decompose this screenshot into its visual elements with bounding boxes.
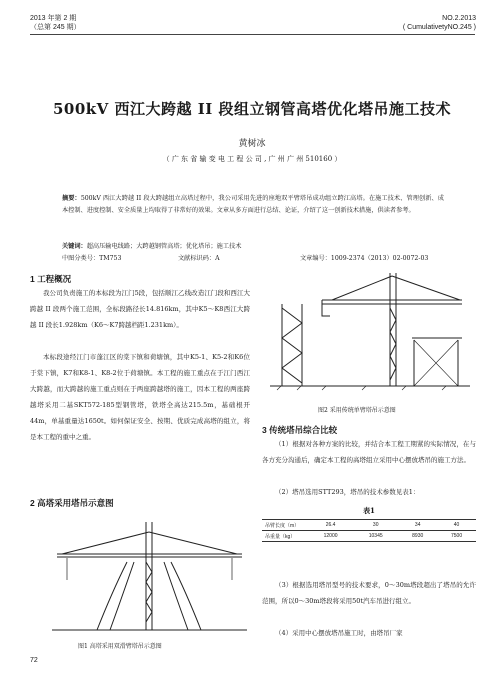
section2-heading: 2 高塔采用塔吊示意图 [30,498,114,508]
page-number: 72 [30,657,38,664]
table-cell: 12000 [308,531,353,542]
affiliation: （ 广 东 省 输 变 电 工 程 公 司 , 广 州 广 州 510160 ） [162,155,342,163]
section1-para1: 我公司负责施工的本标段为江门5段，包括顺江乙线改造江门段和西江大跨越 II 段两个施工范围，全标段路径长14.816km，其中K5～K8西江大跨越 II 段长1.928km（K6～K7跨越档距1.231km）。 [30,289,250,329]
section3-para2: （2）塔吊选用STT293，塔吊的技术参数见表1： [275,488,420,496]
issue-year: 2013 年第 2 期 [30,15,77,22]
table-cell: 40 [437,520,476,531]
issue-info-en [403,14,476,32]
section1-heading: 1 工程概况 [30,274,72,284]
table-cell: 34 [398,520,437,531]
paper-title: 500kV 西江大跨越 II 段组立钢管高塔优化塔吊施工技术 [52,100,452,118]
issue-cumulative-en: ( CumulativetyNO.245 ) [402,24,476,31]
section1-para2: 本标段途经江门市蓬江区的棠下镇和荷塘镇，其中K5-1、K5-2和K6位于棠下镇，K7和K8-1、K8-2位于荷塘镇。本工程的施工重点在于江门西江大跨越，而大跨越的施工重点则在于两座跨越塔的施工，因本工程的两座跨越塔采用二基SKT572-185型钢管塔，铁塔全高达215.5m，基础根开44m，单基重量达1650t。如何保证安全、按期、优质完成高塔的组立，将是本工程的重中之重。 [30,353,250,441]
table1 [262,519,476,542]
table-cell: 7500 [437,531,476,542]
table-row [262,531,476,542]
issue-info [30,14,81,32]
section3-para1: （1）根据对各种方案的比较，并结合本工程工期紧的实际情况，在与各方充分沟通后，确定本工程的高塔组立采用中心摆放塔吊的施工方法。 [262,440,476,464]
table-cell: 10345 [353,531,398,542]
figure1-diagram [42,512,257,636]
table-cell: 吊臂长度（m） [262,520,308,531]
document-code: 文献标识码：A [178,255,220,262]
keywords-label: 关键词： [62,243,87,250]
table-cell: 吊重量（kg） [262,531,308,542]
keywords-text: 超高压输电线路；大跨越钢管高塔；优化塔吊；施工技术 [86,243,242,250]
figure2-caption: 图2 采用传统单臂塔吊示意图 [318,407,396,414]
section3-para4: （4）采用中心摆放塔吊施工时，由塔吊厂家 [275,629,403,637]
section3-heading: 3 传统塔吊综合比较 [262,425,338,435]
issue-no: NO.2.2013 [442,15,476,22]
table-row [262,520,476,531]
table1-caption: 表1 [363,506,375,515]
table-cell: 30 [353,520,398,531]
clc-number: 中图分类号：TM753 [62,255,122,262]
section3-para3: （3）根据选用塔吊型号的技术要求，0～30m塔段超出了塔吊的允许范围，所以0～30m塔段将采用50t汽车吊进行组立。 [262,581,476,605]
author: 黄树冰 [238,139,266,149]
figure2-diagram [262,268,474,398]
keywords [62,241,444,250]
abstract-label: 摘要： [62,195,81,202]
table-cell: 26.4 [308,520,353,531]
abstract [62,193,444,216]
abstract-text: 500kV 西江大跨越 II 段大跨越组立高塔过程中，我公司采用先进的座地双平臂塔吊成功组立跨江高塔。在施工技术、管理创新、成本控制、进度控制、安全质量上均取得了非常好的效果。文章从多方面进行总结、论证，介绍了这一创新技术措施，供读者参考。 [62,195,444,214]
article-number: 文章编号：1009-2374（2013）02-0072-03 [300,255,429,262]
issue-cumulative: （总第 245 期） [30,24,81,31]
figure1-caption: 图1 高塔采用双滑臂塔吊示意图 [78,643,162,650]
header-rule [30,34,475,35]
table-cell: 8930 [398,531,437,542]
